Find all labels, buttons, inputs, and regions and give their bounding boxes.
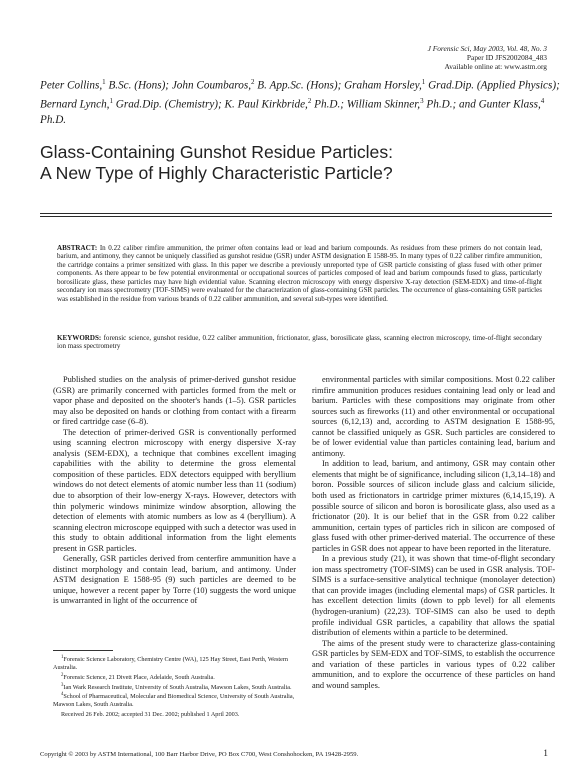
author-credentials: Ph.D.; xyxy=(311,98,347,111)
author-affiliation-marker: 4 xyxy=(540,97,545,106)
body-paragraph: The detection of primer-derived GSR is conventionally performed using scanning electron microscopy with energy dispersive X-ray analysis (SEM-EDX), a technique that combines excellent imaging capabilities with the ability to determine the gross elemental composition of these particles. EDX detectors equipped with beryllium windows do not detect elements of atomic number less than 11 (sodium) due to absorption of their low-energy X-rays. However, detectors with thin polymeric windows minimize window absorption, allowing the detection of elements with atomic numbers as low as 4 (beryllium). A scanning electron microscope equipped with such a detector was used in this study to obtain additional information from the light elements present in GSR particles. xyxy=(53,427,296,553)
keywords xyxy=(57,334,542,351)
body-paragraph: The aims of the present study were to characterize glass-containing GSR particles by SEM-EDX and TOF-SIMS, to establish the occurrence and variation of these particles in various types of 0.22 caliber ammunition, and to explore the occurrence of these particles on hand and wound samples. xyxy=(312,638,556,690)
footnote-text: Forensic Science, 21 Divett Place, Adelaide, South Australia. xyxy=(63,673,215,681)
journal-header xyxy=(428,44,547,72)
keywords-label: KEYWORDS: xyxy=(57,334,102,342)
footnote-marker: 2 xyxy=(61,672,64,678)
body-column-left xyxy=(53,375,296,607)
author-name: William Skinner, xyxy=(346,98,421,111)
title-line-1: Glass-Containing Gunshot Residue Particles: xyxy=(40,142,394,162)
author-affiliation-marker: 2 xyxy=(307,97,312,106)
title-line-2: A New Type of Highly Characteristic Particle? xyxy=(40,162,393,183)
author-credentials: B. App.Sc. (Hons); xyxy=(254,79,345,92)
author-credentials: B.Sc. (Hons); xyxy=(105,79,172,92)
body-paragraph: environmental particles with similar compositions. Most 0.22 caliber rimfire ammunition produces residues containing lead only or lead and barium. Particles with these compositions may originate from other sources such as fireworks (11) and other environmental or occupational sources (6,12,13) and, according to ASTM designation E 1588-95, cannot be classified uniquely as GSR. Such particles are considered to be of lower evidential value than particles containing lead, barium and antimony. xyxy=(312,375,555,458)
footnote-marker: 1 xyxy=(61,655,64,660)
footnote-rule xyxy=(53,650,113,651)
author-affiliation-marker: 1 xyxy=(421,78,426,86)
title-rule-top xyxy=(40,213,552,214)
abstract xyxy=(57,244,542,303)
author-credentials: Ph.D.; and Gunter Klass, xyxy=(423,98,541,111)
footnote-text: Received 26 Feb. 2002; accepted 31 Dec. 2002; published 1 April 2003. xyxy=(61,711,240,719)
author-name: Graham Horsley, xyxy=(344,79,422,92)
keywords-text: forensic science, gunshot residue, 0.22 caliber ammunition, frictionator, glass, borosilicate glass, scanning electron microscopy, time-of-flight secondary ion mass spectrometry xyxy=(57,334,542,351)
body-column-right xyxy=(312,375,555,691)
page-number: 1 xyxy=(543,749,548,759)
footnote xyxy=(53,654,296,672)
copyright-footer: Copyright © 2003 by ASTM International, 100 Barr Harbor Drive, PO Box C700, West Conshohocken, PA 19428-2959. xyxy=(40,751,359,758)
footnote-marker: 4 xyxy=(61,692,64,698)
footnote-text: Ian Wark Research Institute, University of South Australia, Mawson Lakes, South Australia. xyxy=(63,683,292,691)
author-name: John Coumbaros, xyxy=(171,79,251,92)
paper-id: Paper ID JFS2002084_483 xyxy=(466,53,547,63)
footnote xyxy=(53,682,296,692)
author-name: K. Paul Kirkbride, xyxy=(224,98,308,111)
author-affiliation-marker: 1 xyxy=(102,78,106,86)
abstract-label: ABSTRACT: xyxy=(57,244,98,252)
body-paragraph: Generally, GSR particles derived from centerfire ammunition have a distinct morphology and contain lead, barium, and antimony. Under ASTM designation E 1588-95 (9) such particles are deemed to be unique, however a recent paper by Torre (10) suggests the word unique is unwarranted in light of the occurrence of xyxy=(53,554,296,606)
abstract-text: In 0.22 caliber rimfire ammunition, the primer often contains lead or lead and barium compounds. As residues from these primers do not contain lead, barium, and antimony, they cannot be uniquely classified as gunshot residue (GSR) under ASTM designation E 1588-95. In many types of 0.22 caliber rimfire ammunition, the cartridge contains a primer sensitized with glass. In this paper we describe a previously unreported type of GSR particle consisting of glass fused with other primer components. As there appear to be few potential environmental or occupational sources of particles composed of lead and barium compounds fused to glass, particularly borosilicate glass, these particles may have high evidential value. Scanning electron microscopy with energy dispersive X-ray detection (SEM-EDX) and time-of-flight secondary ion mass spectrometry (TOF-SIMS) were evaluated for the characterization of glass-containing GSR particles. The occurrence of glass-containing GSR particles was established in the residue from various brands of 0.22 caliber ammunition, and several sub-types were identified. xyxy=(57,244,542,303)
author-affiliation-marker: 1 xyxy=(109,97,113,106)
footnote-marker: 3 xyxy=(61,682,64,688)
body-paragraph: In addition to lead, barium, and antimony, GSR may contain other elements that might be of significance, including silicon (1,3,14–18) and boron. Possible sources of silicon include glass and calcium silicide, both used as frictionators in cartridge primer mixtures (6,14,15,19). A possible source of silicon and boron is borosilicate glass, also used as a frictionator (20). It is our belief that in the GSR from 0.22 caliber ammunition, certain types of particles rich in silicon are composed of glass fused with other primer-derived material. The occurrence of these particles in GSR does not appear to have been reported in the literature. xyxy=(312,459,555,553)
author-credentials: Grad.Dip. (Applied Physics); xyxy=(425,79,560,92)
paper-title xyxy=(40,142,560,183)
footnote xyxy=(53,691,296,709)
author-name: Bernard Lynch, xyxy=(40,98,110,111)
footnote xyxy=(53,709,296,719)
title-rule-bottom xyxy=(40,216,552,217)
body-paragraph: Published studies on the analysis of primer-derived gunshot residue (GSR) are primarily concerned with particles formed from the melt or vapor phase and deposited on the shooter's hands (1–5). GSR particles may also be deposited on hands or clothing from contact with a firearm or fired cartridge case (6–8). xyxy=(53,375,296,427)
footnote-text: Forensic Science Laboratory, Chemistry Centre (WA), 125 Hay Street, East Perth, Western Australia. xyxy=(53,656,288,671)
journal-citation: J Forensic Sci, May 2003, Vol. 48, No. 3 xyxy=(427,44,547,53)
author-name: Peter Collins, xyxy=(40,79,103,92)
author-affiliation-marker: 2 xyxy=(251,78,255,86)
footnote xyxy=(53,672,296,682)
author-list xyxy=(40,75,560,129)
footnotes xyxy=(53,654,296,719)
footnote-text: School of Pharmaceutical, Molecular and Biomedical Science, University of South Australia, Mawson Lakes, South Australia. xyxy=(53,693,295,709)
author-credentials: Grad.Dip. (Chemistry); xyxy=(112,98,225,111)
body-paragraph: In a previous study (21), it was shown that time-of-flight secondary ion mass spectrometry (TOF-SIMS) can be used in GSR analysis. TOF-SIMS is a surface-sensitive analytical technique (monolayer detection) that can provide images (including elemental maps) of GSR particles. It has excellent detection limits (down to ppb level) for all elements (hydrogen-uranium) (22,23). TOF-SIMS can also be used to depth profile individual GSR particles, a capability that allows the spatial distribution of elements within a particle to be determined. xyxy=(312,554,555,638)
author-affiliation-marker: 3 xyxy=(420,97,424,106)
online-availability: Available online at: www.astm.org xyxy=(444,62,547,72)
author-credentials: Ph.D. xyxy=(40,114,67,127)
